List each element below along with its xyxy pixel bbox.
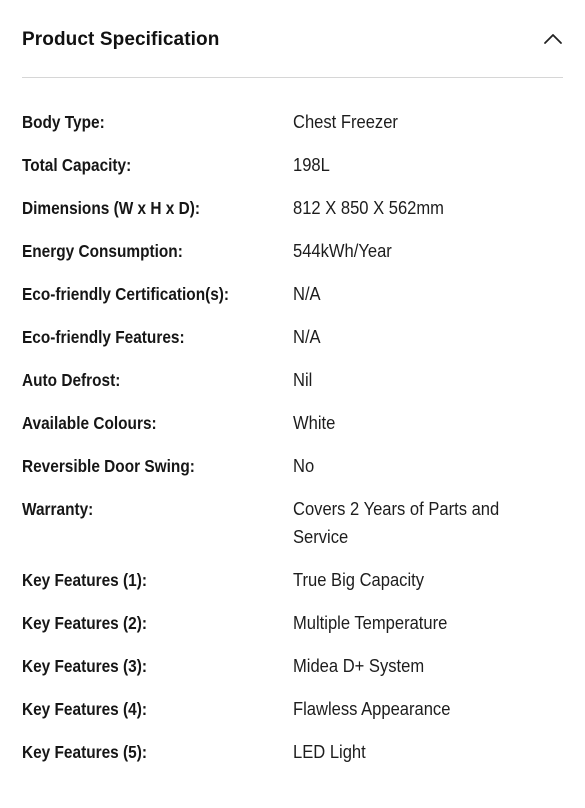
spec-value: N/A [293,327,321,347]
spec-label: Key Features (3): [22,656,147,676]
spec-label: Body Type: [22,112,105,132]
section-divider [22,77,563,78]
spec-label: Available Colours: [22,413,157,433]
spec-value: Flawless Appearance [293,699,451,719]
spec-label: Warranty: [22,499,94,519]
section-title: Product Specification [22,29,220,50]
spec-row-eco-certification [22,280,563,308]
spec-label: Key Features (2): [22,613,147,633]
spec-value: 812 X 850 X 562mm [293,198,444,218]
spec-value: N/A [293,284,321,304]
spec-row-key-feature-4 [22,695,563,723]
spec-value: Nil [293,370,313,390]
spec-label: Eco-friendly Features: [22,327,185,347]
chevron-up-icon[interactable] [543,29,563,49]
spec-value: Multiple Temperature [293,613,448,633]
spec-value: Midea D+ System [293,656,425,676]
spec-label: Auto Defrost: [22,370,121,390]
spec-row-key-feature-2 [22,609,563,637]
spec-label: Key Features (1): [22,570,147,590]
spec-row-auto-defrost [22,366,563,394]
spec-row-key-feature-3 [22,652,563,680]
spec-value: Chest Freezer [293,112,398,132]
spec-value: 544kWh/Year [293,241,392,261]
spec-value: No [293,456,315,476]
spec-list [22,108,563,781]
spec-label: Eco-friendly Certification(s): [22,284,230,304]
spec-row-key-feature-1 [22,566,563,594]
spec-value: White [293,413,336,433]
spec-row-key-feature-5 [22,738,563,766]
spec-label: Energy Consumption: [22,241,183,261]
spec-value: True Big Capacity [293,570,425,590]
spec-label: Key Features (5): [22,742,147,762]
spec-row-warranty [22,495,563,551]
spec-label: Dimensions (W x H x D): [22,198,200,218]
spec-row-available-colours [22,409,563,437]
spec-row-body-type [22,108,563,136]
spec-row-dimensions [22,194,563,222]
spec-row-eco-features [22,323,563,351]
product-specification-accordion-header[interactable] [22,0,563,78]
spec-value: LED Light [293,742,366,762]
spec-row-total-capacity [22,151,563,179]
spec-value: Covers 2 Years of Parts and Service [293,499,500,547]
spec-label: Key Features (4): [22,699,147,719]
spec-label: Total Capacity: [22,155,132,175]
spec-label: Reversible Door Swing: [22,456,195,476]
spec-value: 198L [293,155,330,175]
spec-row-energy-consumption [22,237,563,265]
spec-row-reversible-door [22,452,563,480]
